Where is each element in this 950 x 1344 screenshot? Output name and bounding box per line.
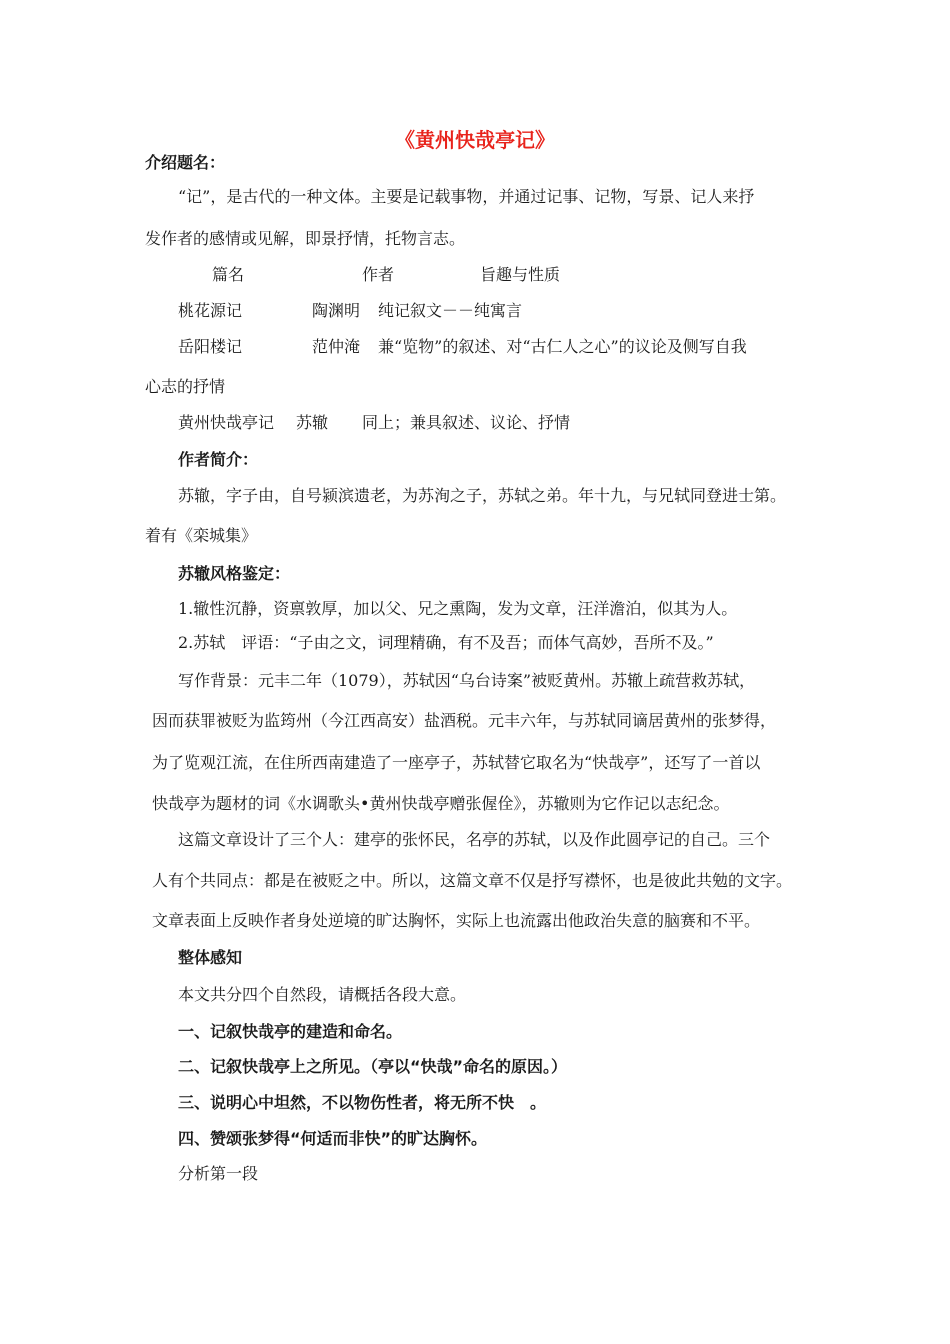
table-row-name: 岳阳楼记 bbox=[178, 337, 243, 356]
overall-point: 一、记叙快哉亭的建造和命名。 bbox=[178, 1022, 403, 1041]
style-item: 2.苏轼 评语：“子由之文，词理精确，有不及吾；而体气高妙，吾所不及。” bbox=[178, 633, 714, 652]
table-row-nature-continued: 心志的抒情 bbox=[145, 377, 226, 396]
style-heading: 苏辙风格鉴定： bbox=[178, 564, 291, 583]
background-line: 写作背景：元丰二年（1079），苏轼因“乌台诗案”被贬黄州。苏辙上疏营救苏轼， bbox=[178, 671, 756, 690]
table-row-nature: 同上；兼具叙述、议论、抒情 bbox=[362, 413, 571, 432]
table-row-author: 苏辙 bbox=[296, 413, 329, 432]
table-row-author: 陶渊明 bbox=[312, 301, 361, 320]
analysis-line: 文章表面上反映作者身处逆境的旷达胸怀，实际上也流露出他政治失意的脑赛和不平。 bbox=[152, 911, 761, 930]
table-row-name: 黄州快哉亭记 bbox=[178, 413, 275, 432]
intro-paragraph-line: “记”，是古代的一种文体。主要是记载事物，并通过记事、记物，写景、记人来抒 bbox=[178, 187, 755, 206]
table-row-nature: 纯记叙文－－纯寓言 bbox=[378, 301, 523, 320]
overall-point: 二、记叙快哉亭上之所见。（亭以“快哉”命名的原因。） bbox=[178, 1057, 568, 1076]
style-item: 1.辙性沉静，资禀敦厚，加以父、兄之熏陶，发为文章，汪洋澹泊，似其为人。 bbox=[178, 599, 738, 618]
table-row-name: 桃花源记 bbox=[178, 301, 243, 320]
author-intro-heading: 作者简介： bbox=[178, 450, 259, 469]
background-line: 因而获罪被贬为监筠州（今江西高安）盐酒税。元丰六年，与苏轼同谪居黄州的张梦得， bbox=[152, 711, 777, 730]
document-title: 《黄州快哉亭记》 bbox=[395, 128, 555, 152]
table-header-nature: 旨趣与性质 bbox=[480, 265, 561, 284]
background-line: 为了览观江流，在住所西南建造了一座亭子，苏轼替它取名为“快哉亭”，还写了一首以 bbox=[152, 753, 761, 772]
intro-heading: 介绍题名： bbox=[145, 153, 226, 172]
author-intro-line: 着有《栾城集》 bbox=[145, 526, 258, 545]
overall-intro: 本文共分四个自然段，请概括各段大意。 bbox=[178, 985, 467, 1004]
overall-heading: 整体感知 bbox=[178, 948, 243, 967]
table-row-author: 范仲淹 bbox=[312, 337, 361, 356]
section-next-label: 分析第一段 bbox=[178, 1164, 259, 1183]
analysis-line: 这篇文章设计了三个人：建亭的张怀民，名亭的苏轼，以及作此圆亭记的自己。三个 bbox=[178, 830, 771, 849]
background-line: 快哉亭为题材的词《水调歌头•黄州快哉亭赠张偓佺》，苏辙则为它作记以志纪念。 bbox=[152, 794, 730, 813]
overall-point: 三、说明心中坦然，不以物伤性者，将无所不快 。 bbox=[178, 1093, 547, 1112]
overall-point: 四、赞颂张梦得“何适而非快”的旷达胸怀。 bbox=[178, 1129, 488, 1148]
table-header-author: 作者 bbox=[362, 265, 395, 284]
table-header-name: 篇名 bbox=[212, 265, 245, 284]
intro-paragraph-line: 发作者的感情或见解，即景抒情，托物言志。 bbox=[145, 229, 466, 248]
analysis-line: 人有个共同点：都是在被贬之中。所以，这篇文章不仅是抒写襟怀，也是彼此共勉的文字。 bbox=[152, 871, 793, 890]
author-intro-line: 苏辙，字子由，自号颍滨遗老，为苏洵之子，苏轼之弟。年十九，与兄轼同登进士第。 bbox=[178, 486, 787, 505]
table-row-nature: 兼“览物”的叙述、对“古仁人之心”的议论及侧写自我 bbox=[378, 337, 747, 356]
